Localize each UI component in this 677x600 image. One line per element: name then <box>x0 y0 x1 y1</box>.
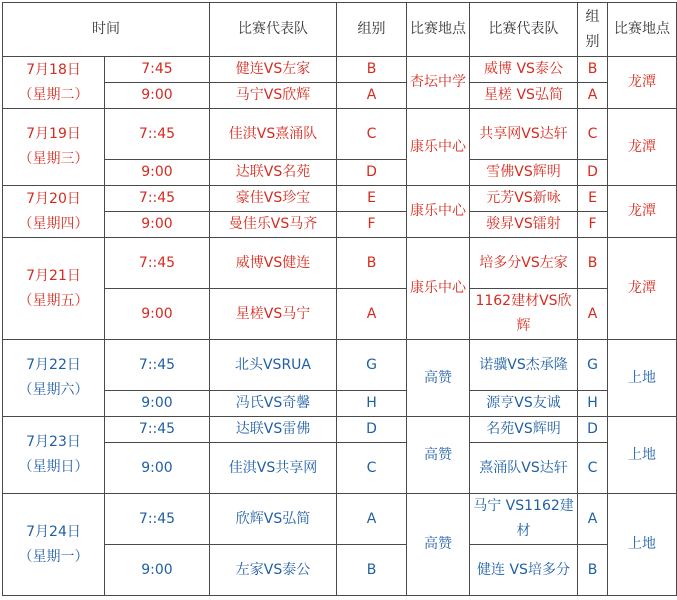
group-a-cell: C <box>337 109 407 160</box>
team-b-cell: 名苑VS辉明 <box>470 417 578 443</box>
team-a-cell: 佳淇VS共享网 <box>210 443 337 494</box>
team-a-cell: 达联VS名苑 <box>210 160 337 186</box>
team-b-cell: 1162建材VS欣辉 <box>470 289 578 340</box>
group-b-cell: A <box>578 494 608 545</box>
venue-b-cell: 龙潭 <box>608 57 677 109</box>
table-row <box>3 212 677 238</box>
group-a-cell: A <box>337 83 407 109</box>
header-group-b: 组别 <box>578 3 608 57</box>
date: 7月20日 <box>26 190 81 207</box>
team-b-cell: 威博 VS泰公 <box>470 57 578 83</box>
group-b-cell: G <box>578 340 608 391</box>
group-a-cell: C <box>337 443 407 494</box>
venue-b-cell: 龙潭 <box>608 109 677 186</box>
table-row <box>3 109 677 160</box>
weekday: （星期六） <box>18 382 89 398</box>
team-b-cell: 骏昇VS镭射 <box>470 212 578 238</box>
group-b-cell: C <box>578 109 608 160</box>
venue-a-cell: 康乐中心 <box>407 238 470 340</box>
group-b-cell: B <box>578 57 608 83</box>
group-b-cell: A <box>578 289 608 340</box>
team-a-cell: 曼佳乐VS马齐 <box>210 212 337 238</box>
venue-b-cell: 上地 <box>608 340 677 417</box>
team-a-cell: 健连VS左家 <box>210 57 337 83</box>
table-row <box>3 443 677 494</box>
venue-a-cell: 杏坛中学 <box>407 57 470 109</box>
date: 7月24日 <box>26 523 81 540</box>
group-a-cell: F <box>337 212 407 238</box>
group-a-cell: D <box>337 160 407 186</box>
table-row <box>3 494 677 545</box>
date-cell <box>3 238 105 340</box>
time-cell: 9:00 <box>105 212 210 238</box>
group-b-cell: D <box>578 417 608 443</box>
team-a-cell: 冯氏VS奇馨 <box>210 391 337 417</box>
header-team-b: 比赛代表队 <box>470 3 578 57</box>
group-a-cell: B <box>337 57 407 83</box>
time-cell: 7:45 <box>105 57 210 83</box>
date-cell <box>3 57 105 109</box>
date: 7月19日 <box>26 126 81 142</box>
team-a-cell: 马宁VS欣辉 <box>210 83 337 109</box>
time-cell: 7::45 <box>105 340 210 391</box>
group-a-cell: H <box>337 391 407 417</box>
time-cell: 7::45 <box>105 186 210 212</box>
team-a-cell: 北头VSRUA <box>210 340 337 391</box>
time-cell: 9:00 <box>105 83 210 109</box>
weekday: （星期二） <box>18 86 89 103</box>
team-a-cell: 欣辉VS弘简 <box>210 494 337 545</box>
table-row <box>3 391 677 417</box>
table-row <box>3 238 677 289</box>
team-b-cell: 健连 VS培多分 <box>470 545 578 596</box>
team-b-cell: 马宁 VS1162建材 <box>470 494 578 545</box>
table-row <box>3 83 677 109</box>
table-row <box>3 545 677 596</box>
date-cell <box>3 417 105 494</box>
date-cell <box>3 186 105 238</box>
group-b-cell: C <box>578 443 608 494</box>
venue-a-cell: 康乐中心 <box>407 109 470 186</box>
date: 7月18日 <box>26 61 81 78</box>
weekday: （星期一） <box>18 548 89 565</box>
team-b-cell: 元芳VS新咏 <box>470 186 578 212</box>
group-b-cell: B <box>578 545 608 596</box>
group-a-cell: B <box>337 238 407 289</box>
team-b-cell: 培多分VS左家 <box>470 238 578 289</box>
group-b-cell: D <box>578 160 608 186</box>
team-b-cell: 星槎 VS弘简 <box>470 83 578 109</box>
team-b-cell: 熹涌队VS达轩 <box>470 443 578 494</box>
date: 7月23日 <box>26 434 81 450</box>
time-cell: 9:00 <box>105 391 210 417</box>
header-venue-a: 比赛地点 <box>407 3 470 57</box>
group-a-cell: D <box>337 417 407 443</box>
group-a-cell: B <box>337 545 407 596</box>
time-cell: 9:00 <box>105 545 210 596</box>
group-a-cell: E <box>337 186 407 212</box>
header-group-a: 组别 <box>337 3 407 57</box>
group-b-cell: A <box>578 83 608 109</box>
table-row <box>3 57 677 83</box>
header-row <box>3 3 677 57</box>
team-a-cell: 佳淇VS熹涌队 <box>210 109 337 160</box>
time-cell: 9:00 <box>105 443 210 494</box>
team-a-cell: 威博VS健连 <box>210 238 337 289</box>
group-a-cell: G <box>337 340 407 391</box>
venue-a-cell: 康乐中心 <box>407 186 470 238</box>
date-cell <box>3 340 105 417</box>
weekday: （星期五） <box>18 292 89 309</box>
time-cell: 9:00 <box>105 160 210 186</box>
group-a-cell: A <box>337 494 407 545</box>
team-a-cell: 达联VS雷佛 <box>210 417 337 443</box>
venue-a-cell: 高赞 <box>407 340 470 417</box>
date: 7月22日 <box>26 357 81 373</box>
team-a-cell: 豪佳VS珍宝 <box>210 186 337 212</box>
table-row <box>3 160 677 186</box>
date-cell <box>3 109 105 186</box>
schedule-table <box>2 2 677 596</box>
venue-a-cell: 高赞 <box>407 417 470 494</box>
venue-b-cell: 上地 <box>608 494 677 596</box>
weekday: （星期四） <box>18 215 89 232</box>
team-a-cell: 左家VS泰公 <box>210 545 337 596</box>
team-b-cell: 共享网VS达轩 <box>470 109 578 160</box>
time-cell: 7::45 <box>105 417 210 443</box>
time-cell: 9:00 <box>105 289 210 340</box>
table-row <box>3 340 677 391</box>
venue-b-cell: 上地 <box>608 417 677 494</box>
header-venue-b: 比赛地点 <box>608 3 677 57</box>
team-a-cell: 星槎VS马宁 <box>210 289 337 340</box>
date: 7月21日 <box>26 267 81 284</box>
group-b-cell: B <box>578 238 608 289</box>
table-row <box>3 289 677 340</box>
weekday: （星期日） <box>18 459 89 475</box>
team-b-cell: 雪佛VS辉明 <box>470 160 578 186</box>
time-cell: 7::45 <box>105 494 210 545</box>
header-team-a: 比赛代表队 <box>210 3 337 57</box>
table-row <box>3 186 677 212</box>
date-cell <box>3 494 105 596</box>
group-b-cell: E <box>578 186 608 212</box>
group-a-cell: A <box>337 289 407 340</box>
time-cell: 7::45 <box>105 109 210 160</box>
time-cell: 7::45 <box>105 238 210 289</box>
venue-b-cell: 龙潭 <box>608 186 677 238</box>
team-b-cell: 诺骥VS杰承隆 <box>470 340 578 391</box>
header-time: 时间 <box>3 3 210 57</box>
weekday: （星期三） <box>18 151 89 167</box>
team-b-cell: 源亨VS友诚 <box>470 391 578 417</box>
group-b-cell: F <box>578 212 608 238</box>
group-b-cell: H <box>578 391 608 417</box>
table-row <box>3 417 677 443</box>
venue-b-cell: 龙潭 <box>608 238 677 340</box>
venue-a-cell: 高赞 <box>407 494 470 596</box>
